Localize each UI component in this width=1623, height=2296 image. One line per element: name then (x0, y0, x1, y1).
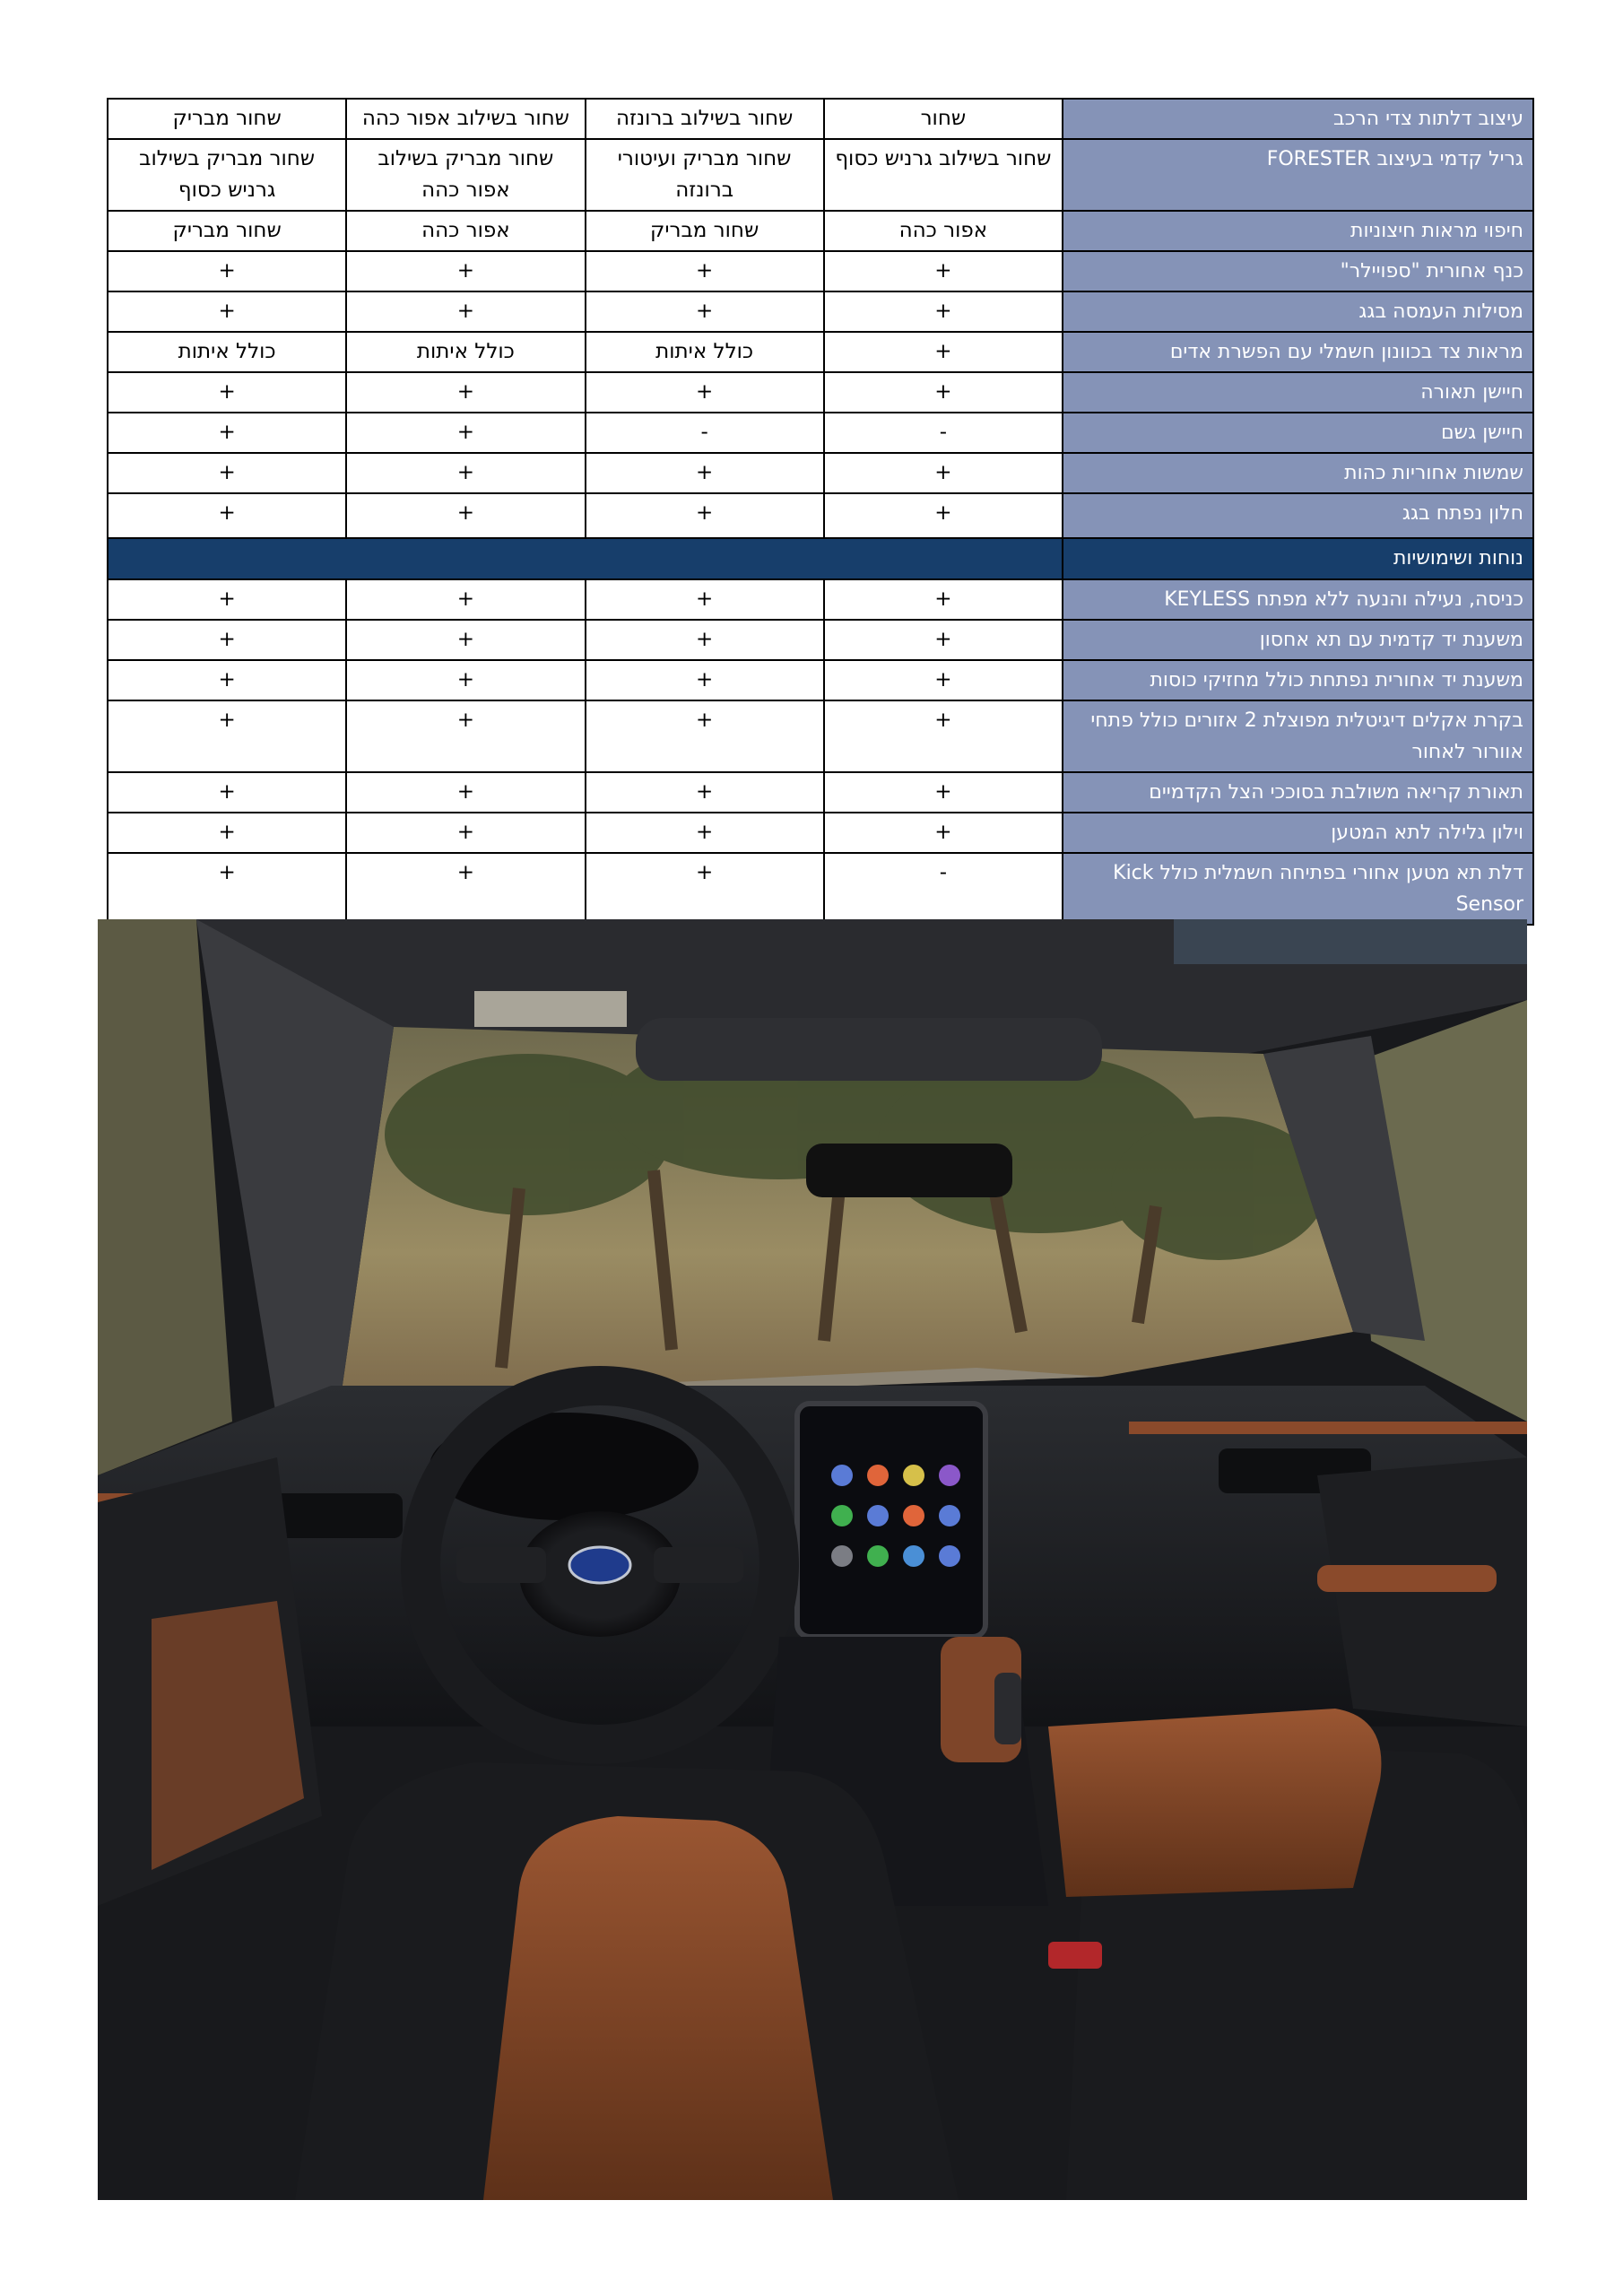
trim-value-cell: + (108, 453, 346, 493)
feature-label: חלון נפתח בגג (1063, 493, 1533, 538)
feature-label: תאורת קריאה משולבת בסוככי הצל הקדמיים (1063, 772, 1533, 813)
trim-value-cell: - (824, 413, 1063, 453)
trim-value-cell: + (586, 453, 824, 493)
trim-value-cell: כולל איתות (586, 332, 824, 372)
table-row (108, 139, 1533, 211)
section-header-row (108, 538, 1533, 579)
table-row (108, 99, 1533, 139)
trim-value-cell: + (586, 579, 824, 620)
table-row (108, 493, 1533, 538)
trim-value-cell: כולל איתות (346, 332, 585, 372)
trim-value-cell: + (586, 493, 824, 538)
trim-value-cell: + (346, 453, 585, 493)
trim-value-cell: שחור מבריק (108, 99, 346, 139)
table-row (108, 772, 1533, 813)
spec-table (107, 98, 1534, 926)
trim-value-cell: + (824, 772, 1063, 813)
feature-label: עיצוב דלתות צדי הרכב (1063, 99, 1533, 139)
trim-value-cell: + (108, 493, 346, 538)
trim-value-cell: + (586, 772, 824, 813)
trim-value-cell: + (824, 251, 1063, 291)
trim-value-cell: + (586, 660, 824, 700)
trim-value-cell: + (108, 700, 346, 772)
feature-label: בקרת אקלים דיגיטלית מפוצלת 2 אזורים כולל פתחי אוורור לאחור (1063, 700, 1533, 772)
feature-label: משענת יד אחורית נפתחת כולל מחזיקי כוסות (1063, 660, 1533, 700)
trim-value-cell: + (824, 453, 1063, 493)
trim-value-cell: + (346, 291, 585, 332)
feature-label: משענת יד קדמית עם תא אחסון (1063, 620, 1533, 660)
trim-value-cell: + (108, 660, 346, 700)
trim-value-cell: + (824, 579, 1063, 620)
table-row (108, 332, 1533, 372)
subaru-logo (569, 1547, 630, 1583)
trim-value-cell: אפור כהה (346, 211, 585, 251)
trim-value-cell: + (586, 291, 824, 332)
trim-value-cell: שחור בשילוב ברונזה (586, 99, 824, 139)
trim-value-cell: + (108, 579, 346, 620)
feature-label: חיפוי מראות חיצוניות (1063, 211, 1533, 251)
trim-value-cell: + (108, 372, 346, 413)
trim-value-cell: + (108, 853, 346, 925)
table-row (108, 853, 1533, 925)
feature-label: מראות צד בכוונון חשמלי עם הפשרת אדים (1063, 332, 1533, 372)
feature-label: חיישן תאורה (1063, 372, 1533, 413)
table-row (108, 620, 1533, 660)
trim-value-cell: + (824, 700, 1063, 772)
trim-value-cell: שחור בשילוב אפור כהה (346, 99, 585, 139)
feature-label: חיישן גשם (1063, 413, 1533, 453)
table-row (108, 211, 1533, 251)
trim-value-cell: שחור מבריק ועיטורי ברונזה (586, 139, 824, 211)
trim-value-cell: + (108, 620, 346, 660)
trim-value-cell: + (346, 772, 585, 813)
table-row (108, 453, 1533, 493)
interior-illustration (98, 919, 1527, 2200)
trim-value-cell: אפור כהה (824, 211, 1063, 251)
trim-value-cell: + (586, 372, 824, 413)
trim-value-cell: + (346, 813, 585, 853)
trim-value-cell: + (586, 853, 824, 925)
trim-value-cell: שחור (824, 99, 1063, 139)
trim-value-cell: + (824, 291, 1063, 332)
feature-label: כניסה, נעילה והנעה ללא מפתח KEYLESS (1063, 579, 1533, 620)
trim-value-cell: - (824, 853, 1063, 925)
trim-value-cell: + (586, 700, 824, 772)
trim-value-cell: + (586, 620, 824, 660)
trim-value-cell: + (108, 291, 346, 332)
table-row (108, 413, 1533, 453)
trim-value-cell: - (586, 413, 824, 453)
trim-value-cell: שחור בשילוב גרניש כסוף (824, 139, 1063, 211)
trim-value-cell: + (346, 579, 585, 620)
trim-value-cell: שחור מבריק בשילוב אפור כהה (346, 139, 585, 211)
section-title: נוחות ושימושיות (1063, 538, 1533, 579)
feature-label: כנף אחורית "ספויילר" (1063, 251, 1533, 291)
trim-value-cell: + (586, 813, 824, 853)
table-row (108, 660, 1533, 700)
car-interior-photo (98, 919, 1527, 2200)
feature-label: וילון גלילה לתא המטען (1063, 813, 1533, 853)
feature-label: שמשות אחוריות כהות (1063, 453, 1533, 493)
trim-value-cell: + (824, 813, 1063, 853)
trim-value-cell: + (108, 813, 346, 853)
table-row (108, 579, 1533, 620)
trim-value-cell: + (346, 853, 585, 925)
trim-value-cell: שחור מבריק (108, 211, 346, 251)
spec-table-body (108, 99, 1533, 925)
trim-value-cell: + (586, 251, 824, 291)
table-row (108, 372, 1533, 413)
trim-value-cell: + (108, 413, 346, 453)
trim-value-cell: + (346, 493, 585, 538)
armrest (1048, 1709, 1381, 1897)
trim-value-cell: + (346, 413, 585, 453)
feature-label: גריל קדמי בעיצוב FORESTER (1063, 139, 1533, 211)
section-bar (108, 538, 1063, 579)
table-row (108, 291, 1533, 332)
trim-value-cell: + (346, 251, 585, 291)
trim-value-cell: + (346, 620, 585, 660)
table-row (108, 251, 1533, 291)
trim-value-cell: + (108, 251, 346, 291)
trim-value-cell: + (346, 660, 585, 700)
feature-label: מסילות העמסה בגג (1063, 291, 1533, 332)
trim-value-cell: + (824, 493, 1063, 538)
trim-value-cell: שחור מבריק בשילוב גרניש כסוף (108, 139, 346, 211)
trim-value-cell: שחור מבריק (586, 211, 824, 251)
trim-value-cell: + (108, 772, 346, 813)
trim-value-cell: כולל איתות (108, 332, 346, 372)
trim-value-cell: + (824, 332, 1063, 372)
gear-shifter (994, 1673, 1021, 1744)
trim-value-cell: + (346, 372, 585, 413)
trim-value-cell: + (346, 700, 585, 772)
trim-value-cell: + (824, 620, 1063, 660)
feature-label: דלת תא מטען אחורי בפתיחה חשמלית כולל Kick Sensor (1063, 853, 1533, 925)
trim-value-cell: + (824, 660, 1063, 700)
table-row (108, 700, 1533, 772)
table-row (108, 813, 1533, 853)
trim-value-cell: + (824, 372, 1063, 413)
